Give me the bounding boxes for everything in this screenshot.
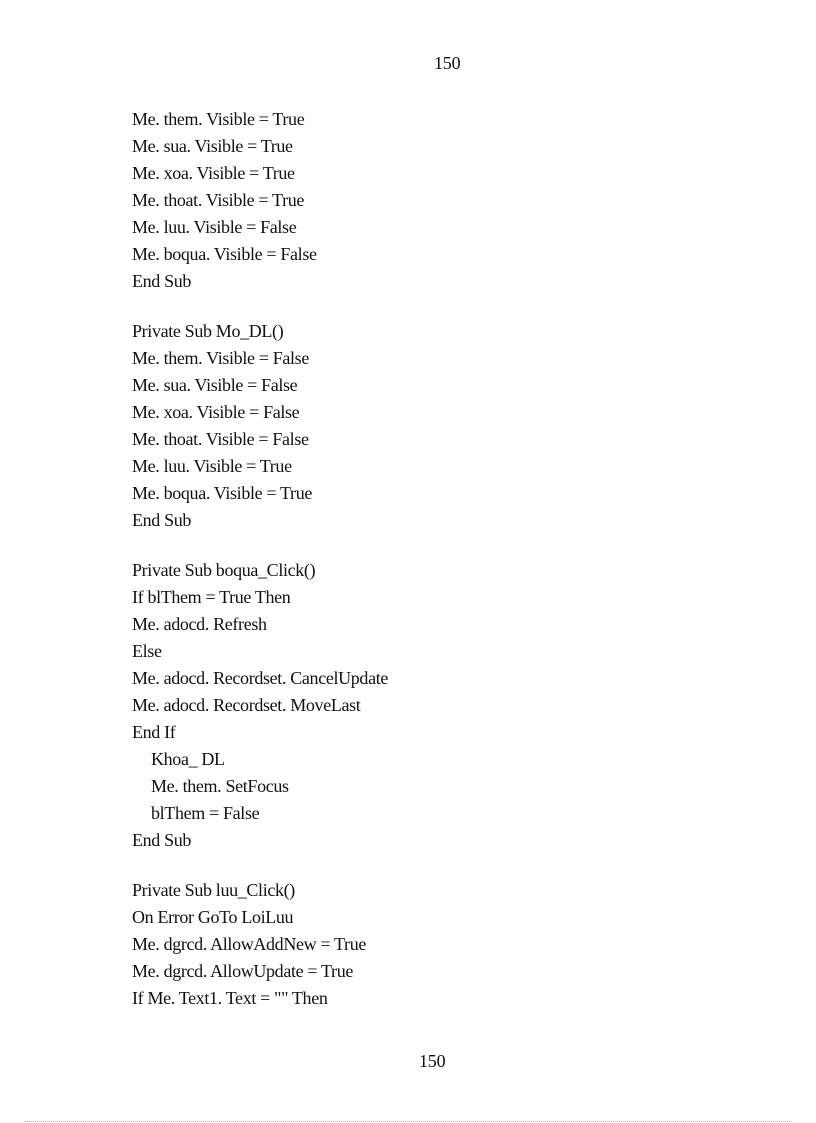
code-line: Me. adocd. Refresh <box>132 614 267 634</box>
code-line: Private Sub Mo_DL() <box>132 321 284 341</box>
code-block <box>132 877 752 1012</box>
code-block <box>132 318 752 534</box>
code-line: Me. dgrcd. AllowAddNew = True <box>132 934 366 954</box>
code-line: Me. adocd. Recordset. MoveLast <box>132 695 361 715</box>
code-line: Me. dgrcd. AllowUpdate = True <box>132 961 353 981</box>
code-line: End Sub <box>132 271 192 291</box>
code-line: Khoa_ DL <box>151 749 225 769</box>
code-line: Me. sua. Visible = True <box>132 136 293 156</box>
page-bottom-divider <box>24 1121 792 1122</box>
code-line: If Me. Text1. Text = "" Then <box>132 988 328 1008</box>
code-listing <box>132 106 752 1012</box>
block-spacer <box>132 534 752 557</box>
code-line: Me. xoa. Visible = True <box>132 163 295 183</box>
code-line: Me. them. Visible = False <box>132 348 309 368</box>
code-line: Me. adocd. Recordset. CancelUpdate <box>132 668 388 688</box>
code-block <box>132 557 752 854</box>
code-line: blThem = False <box>151 803 260 823</box>
code-line: End Sub <box>132 830 192 850</box>
code-line: Me. them. Visible = True <box>132 109 305 129</box>
code-line: Me. boqua. Visible = True <box>132 483 312 503</box>
code-line: Me. thoat. Visible = True <box>132 190 304 210</box>
code-line: Me. sua. Visible = False <box>132 375 298 395</box>
code-line: Me. thoat. Visible = False <box>132 429 309 449</box>
code-line: Me. boqua. Visible = False <box>132 244 317 264</box>
code-line: End If <box>132 722 176 742</box>
code-line: Private Sub boqua_Click() <box>132 560 316 580</box>
code-line: Me. xoa. Visible = False <box>132 402 300 422</box>
code-block <box>132 106 752 295</box>
code-line: Me. them. SetFocus <box>151 776 289 796</box>
code-line: Me. luu. Visible = False <box>132 217 297 237</box>
page-number-top: 150 <box>434 53 461 73</box>
code-line: If blThem = True Then <box>132 587 291 607</box>
block-spacer <box>132 295 752 318</box>
code-line: Private Sub luu_Click() <box>132 880 295 900</box>
page-number-bottom: 150 <box>419 1051 446 1071</box>
code-line: On Error GoTo LoiLuu <box>132 907 294 927</box>
code-line: End Sub <box>132 510 192 530</box>
block-spacer <box>132 854 752 877</box>
code-line: Else <box>132 641 162 661</box>
code-line: Me. luu. Visible = True <box>132 456 292 476</box>
